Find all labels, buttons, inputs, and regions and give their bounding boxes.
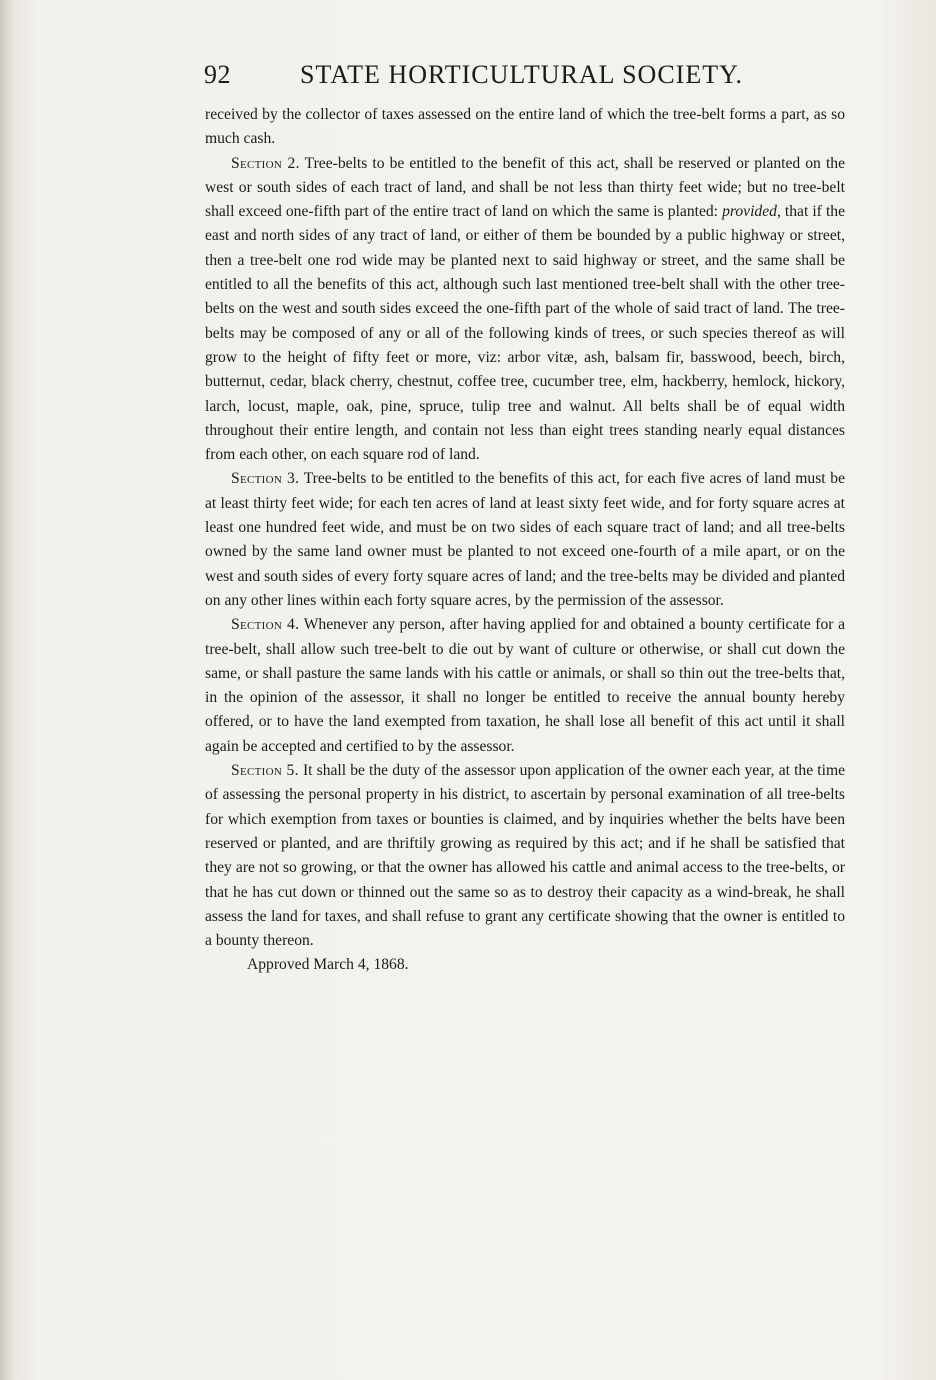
section-5-text: It shall be the duty of the assessor upon application of the owner each year, at the time of assessing the personal property in his district, to ascertain by personal examination of all tree-belts for which exemption from taxes or bounties is claimed, and by inquiries whether the belts have been reserved or planted, and are thriftily growing as required by this act; and if he shall be satisfied that they are not so growing, or that the owner has allowed his cattle and animal access to the tree-belts, or that he has cut down or thinned out the same so as to destroy their capacity as a wind-break, he shall assess the land for taxes, and shall refuse to grant any certificate showing that the owner is entitled to a bounty thereon. (205, 762, 845, 950)
section-5 (205, 759, 845, 953)
section-5-label: Section 5. (231, 762, 299, 780)
section-3-label: Section 3. (231, 470, 300, 488)
section-2-provided: provided (722, 203, 777, 221)
section-2-text-a: Tree-belts to be entitled to the benefit of this act, shall be reserved or planted on the west or south sides of each tract of land, and shall be not less than thirty feet wide; but no tree-belt shall exceed one-fifth part of the entire tract of land on which the same is planted: (205, 154, 846, 221)
section-2-text-b: , that if the east and north sides of any tract of land, or either of them be bounded by a public highway or street, then a tree-belt one rod wide may be planted next to said highway or street, and the same shall be entitled to all the benefits of this act, although such last mentioned tree-belt shall with the other tree-belts on the west and south sides exceed the one-fifth part of the whole of said tract of land. The tree-belts may be composed of any or all of the following kinds of trees, or such species thereof as will grow to the height of fifty feet or more, viz: arbor vitæ, ash, balsam fir, basswood, beech, birch, butternut, cedar, black cherry, chestnut, coffee tree, cucumber tree, elm, hackberry, hemlock, hickory, larch, locust, maple, oak, pine, spruce, tulip tree and walnut. All belts shall be of equal width throughout their entire length, and contain not less than eight trees standing nearly equal distances from each other, on each square rod of land. (205, 203, 845, 464)
section-2-label: Section 2. (231, 154, 300, 172)
approved-date: Approved March 4, 1868. (247, 956, 409, 974)
section-3 (205, 467, 845, 613)
section-4 (205, 613, 845, 759)
section-4-text: Whenever any person, after having applied for and obtained a bounty certificate for a tree-belt, shall allow such tree-belt to die out by want of culture or otherwise, or shall cut down the same, or shall pasture the same lands with his cattle or animals, or shall so thin out the tree-belts that, in the opinion of the assessor, it shall no longer be entitled to receive the annual bounty hereby offered, or to have the land exempted from taxation, he shall lose all benefit of this act until it shall again be accepted and certified to by the assessor. (205, 616, 846, 755)
page-number: 92 (204, 60, 231, 89)
section-3-text: Tree-belts to be entitled to the benefits of this act, for each five acres of land must be at least thirty feet wide; for each ten acres of land at least sixty feet wide, and for forty square acres at least one hundred feet wide, and must be on two sides of each square tract of land; and all tree-belts owned by the same land owner must be planted to not exceed one-fourth of a mile apart, or on the west and south sides of every forty square acres of land; and the tree-belts may be divided and planted on any other lines within each forty square acres, by the permission of the assessor. (205, 470, 845, 609)
paragraph-continued: received by the collector of taxes assessed on the entire land of which the tree-belt forms a part, as so much cash. (205, 106, 845, 148)
page-edge-shadow (0, 0, 14, 1380)
section-2 (205, 152, 845, 468)
running-head: STATE HORTICULTURAL SOCIETY. (300, 60, 744, 89)
page-header (204, 60, 764, 100)
section-4-label: Section 4. (231, 616, 300, 634)
body-text (205, 103, 845, 978)
